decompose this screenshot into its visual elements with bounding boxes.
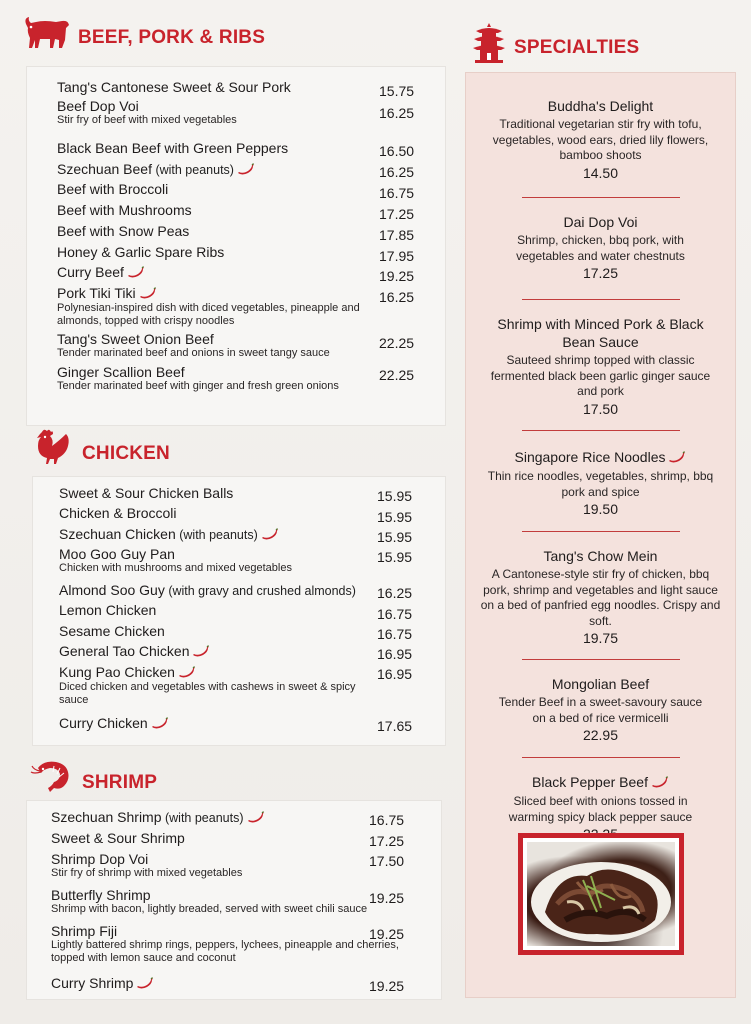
item-price: 17.85: [379, 227, 415, 243]
item-name: Lemon Chicken: [59, 602, 157, 618]
bull-icon: [22, 14, 72, 57]
shrimp-section-header: [30, 758, 157, 803]
item-name: Curry Beef: [57, 264, 124, 280]
specialty-price: 19.75: [582, 630, 619, 646]
menu-item: [59, 582, 445, 601]
menu-item: [57, 264, 445, 284]
menu-item: [57, 140, 445, 159]
item-name: Beef with Broccoli: [57, 181, 169, 197]
chili-pepper-icon: [247, 810, 265, 826]
specialty-price: 17.25: [582, 265, 619, 281]
menu-item: [57, 364, 445, 393]
specialties-panel: [465, 72, 736, 998]
specialty-description: Sliced beef with onions tossed in warming spicy black pepper sauce: [508, 794, 693, 824]
item-price: 16.25: [379, 164, 415, 180]
item-price: 16.25: [377, 585, 413, 601]
beef-section-header: [22, 14, 265, 57]
item-name: Butterfly Shrimp: [51, 887, 151, 903]
menu-item: [59, 643, 445, 660]
chili-pepper-icon: [192, 644, 210, 660]
item-description: Tender marinated beef and onions in sweet tangy sauce: [57, 347, 330, 359]
item-name: Beef with Mushrooms: [57, 202, 192, 218]
specialty-description: Traditional vegetarian stir fry with tofu, vegetables, wood ears, dried lily flowers, bamboo shoots: [492, 117, 709, 162]
menu-item: [51, 830, 441, 849]
item-name: Tang's Cantonese Sweet & Sour Pork: [57, 79, 291, 95]
menu-item: [57, 331, 445, 360]
chili-pepper-icon: [651, 774, 669, 792]
menu-item: [57, 98, 445, 127]
divider: [522, 757, 680, 758]
menu-item: [51, 975, 441, 992]
item-description: Stir fry of shrimp with mixed vegetables: [51, 867, 243, 879]
chili-pepper-icon: [178, 665, 196, 681]
specialty-name: Buddha's Delight: [547, 98, 654, 114]
chili-pepper-icon: [237, 162, 255, 178]
item-name: Almond Soo Guy: [59, 582, 165, 598]
specialty-item: [466, 547, 735, 647]
item-price: 15.95: [377, 529, 413, 545]
item-price: 16.50: [379, 143, 415, 159]
menu-item: [59, 526, 445, 543]
item-note: (with gravy and crushed almonds): [164, 584, 356, 598]
item-price: 16.75: [377, 626, 413, 642]
specialty-name: Dai Dop Voi: [563, 214, 638, 230]
item-price: 15.95: [377, 509, 413, 525]
specialty-name: Tang's Chow Mein: [543, 548, 658, 564]
specialty-name: Singapore Rice Noodles: [476, 448, 726, 467]
specialty-description: Sauteed shrimp topped with classic fermented black been garlic ginger sauce and pork: [490, 353, 711, 398]
item-name: General Tao Chicken: [59, 643, 190, 659]
menu-item: [59, 664, 445, 707]
item-price: 16.25: [379, 105, 415, 121]
item-description: Chicken with mushrooms and mixed vegetables: [59, 562, 292, 574]
shrimp-icon: [30, 758, 74, 803]
item-price: 16.75: [379, 185, 415, 201]
item-description: Lightly battered shrimp rings, peppers, lychees, pineapple and cherries, topped with lemon sauce and coconut: [51, 939, 399, 964]
specialty-price: 19.50: [582, 501, 619, 518]
divider: [522, 531, 680, 532]
item-price: 19.25: [369, 890, 405, 906]
item-description: Diced chicken and vegetables with cashews in sweet & spicy sauce: [59, 681, 356, 707]
chili-pepper-icon: [139, 286, 157, 302]
item-name: Black Bean Beef with Green Peppers: [57, 140, 289, 156]
specialty-item: [466, 213, 735, 282]
specialty-price: 22.95: [582, 727, 619, 743]
item-name: Honey & Garlic Spare Ribs: [57, 244, 225, 260]
item-price: 16.25: [379, 289, 415, 305]
item-name: Curry Shrimp: [51, 975, 134, 991]
specialty-description: Shrimp, chicken, bbq pork, with vegetables and water chestnuts: [516, 233, 685, 263]
menu-item: [59, 485, 445, 504]
menu-item: [59, 715, 445, 732]
item-price: 19.25: [369, 978, 405, 994]
item-price: 19.25: [369, 926, 405, 942]
item-price: 16.75: [377, 606, 413, 622]
item-name: Ginger Scallion Beef: [57, 364, 185, 380]
menu-item: [59, 602, 445, 622]
section-title: BEEF, PORK & RIBS: [78, 26, 266, 48]
item-name: Tang's Sweet Onion Beef: [57, 331, 214, 347]
item-name: Chicken & Broccoli: [59, 505, 177, 521]
item-name: Curry Chicken: [59, 715, 148, 731]
divider: [522, 197, 680, 198]
menu-item: [57, 285, 445, 328]
menu-item: [57, 181, 445, 201]
item-note: (with peanuts): [161, 811, 244, 825]
specialty-price: 14.50: [582, 164, 619, 181]
item-price: 17.25: [369, 833, 405, 849]
chicken-panel: [32, 476, 446, 746]
menu-item: [57, 202, 445, 222]
item-price: 17.95: [379, 248, 415, 264]
menu-item: [51, 851, 441, 880]
specialty-item: [466, 315, 735, 418]
item-name: Sweet & Sour Shrimp: [51, 830, 185, 846]
chicken-section-header: [30, 428, 170, 473]
chili-pepper-icon: [668, 449, 686, 467]
item-price: 17.25: [379, 206, 415, 222]
item-price: 19.25: [379, 268, 415, 284]
item-name: Shrimp Fiji: [51, 923, 118, 939]
divider: [522, 430, 680, 431]
menu-item: [57, 223, 445, 243]
specialty-name: Mongolian Beef: [551, 676, 650, 692]
item-price: 15.95: [377, 549, 413, 565]
beef-panel: [26, 66, 446, 426]
item-name: Kung Pao Chicken: [59, 664, 175, 680]
chili-pepper-icon: [136, 976, 154, 992]
chili-pepper-icon: [151, 716, 169, 732]
menu-item: [51, 923, 441, 965]
divider: [522, 299, 680, 300]
item-price: 17.65: [377, 718, 413, 734]
item-name: Beef with Snow Peas: [57, 223, 190, 239]
specialties-section-header: [472, 22, 639, 69]
item-price: 16.75: [369, 812, 405, 828]
item-price: 22.25: [379, 335, 415, 351]
specialty-item: [466, 675, 735, 744]
specialty-name: Black Pepper Beef: [476, 773, 726, 792]
item-name: Sesame Chicken: [59, 623, 165, 639]
specialty-description: A Cantonese-style stir fry of chicken, bbq pork, shrimp and vegetables and light sauce on a bed of panfried egg noodles. Crispy and soft.: [480, 567, 721, 628]
item-price: 15.75: [379, 83, 415, 99]
rooster-icon: [30, 428, 72, 473]
specialty-price: 17.50: [582, 400, 619, 417]
menu-item: [59, 505, 445, 525]
item-description: Stir fry of beef with mixed vegetables: [57, 114, 237, 126]
specialty-description: Thin rice noodles, vegetables, shrimp, bbq pork and spice: [487, 469, 714, 499]
item-name: Szechuan Beef: [57, 161, 152, 177]
menu-item: [57, 244, 445, 264]
item-name: Moo Goo Guy Pan: [59, 546, 175, 562]
item-description: Tender marinated beef with ginger and fresh green onions: [57, 380, 339, 392]
item-note: (with peanuts): [151, 163, 234, 177]
item-name: Shrimp Dop Voi: [51, 851, 149, 867]
item-price: 22.25: [379, 367, 415, 383]
item-name: Pork Tiki Tiki: [57, 285, 136, 301]
section-title: CHICKEN: [82, 442, 170, 464]
specialty-item: [466, 448, 735, 518]
item-price: 15.95: [377, 488, 413, 504]
chili-pepper-icon: [261, 527, 279, 543]
item-name: Beef Dop Voi: [57, 98, 139, 114]
black-pepper-beef-photo: [518, 833, 684, 955]
section-title: SHRIMP: [82, 771, 158, 793]
item-description: Polynesian-inspired dish with diced vegetables, pineapple and almonds, topped with crispy noodles: [57, 302, 360, 328]
menu-item: [59, 546, 445, 575]
item-price: 16.95: [377, 646, 413, 662]
menu-item: [59, 623, 445, 642]
menu-item: [57, 79, 445, 99]
specialty-item: [466, 97, 735, 182]
menu-item: [51, 887, 441, 916]
item-note: (with peanuts): [175, 528, 258, 542]
menu-item: [51, 809, 441, 826]
divider: [522, 659, 680, 660]
item-name: Szechuan Chicken: [59, 526, 176, 542]
item-description: Shrimp with bacon, lightly breaded, served with sweet chili sauce: [51, 903, 368, 915]
section-title: SPECIALTIES: [514, 36, 640, 58]
menu-item: [57, 161, 445, 178]
item-price: 16.95: [377, 666, 413, 682]
item-price: 17.50: [369, 853, 405, 869]
pagoda-icon: [472, 22, 506, 69]
specialty-description: Tender Beef in a sweet-savoury sauce on a bed of rice vermicelli: [498, 695, 703, 725]
specialty-name: Shrimp with Minced Pork & Black Bean Sauce: [497, 316, 704, 350]
shrimp-panel: [26, 800, 442, 1000]
chili-pepper-icon: [127, 265, 145, 281]
item-name: Szechuan Shrimp: [51, 809, 162, 825]
item-name: Sweet & Sour Chicken Balls: [59, 485, 234, 501]
